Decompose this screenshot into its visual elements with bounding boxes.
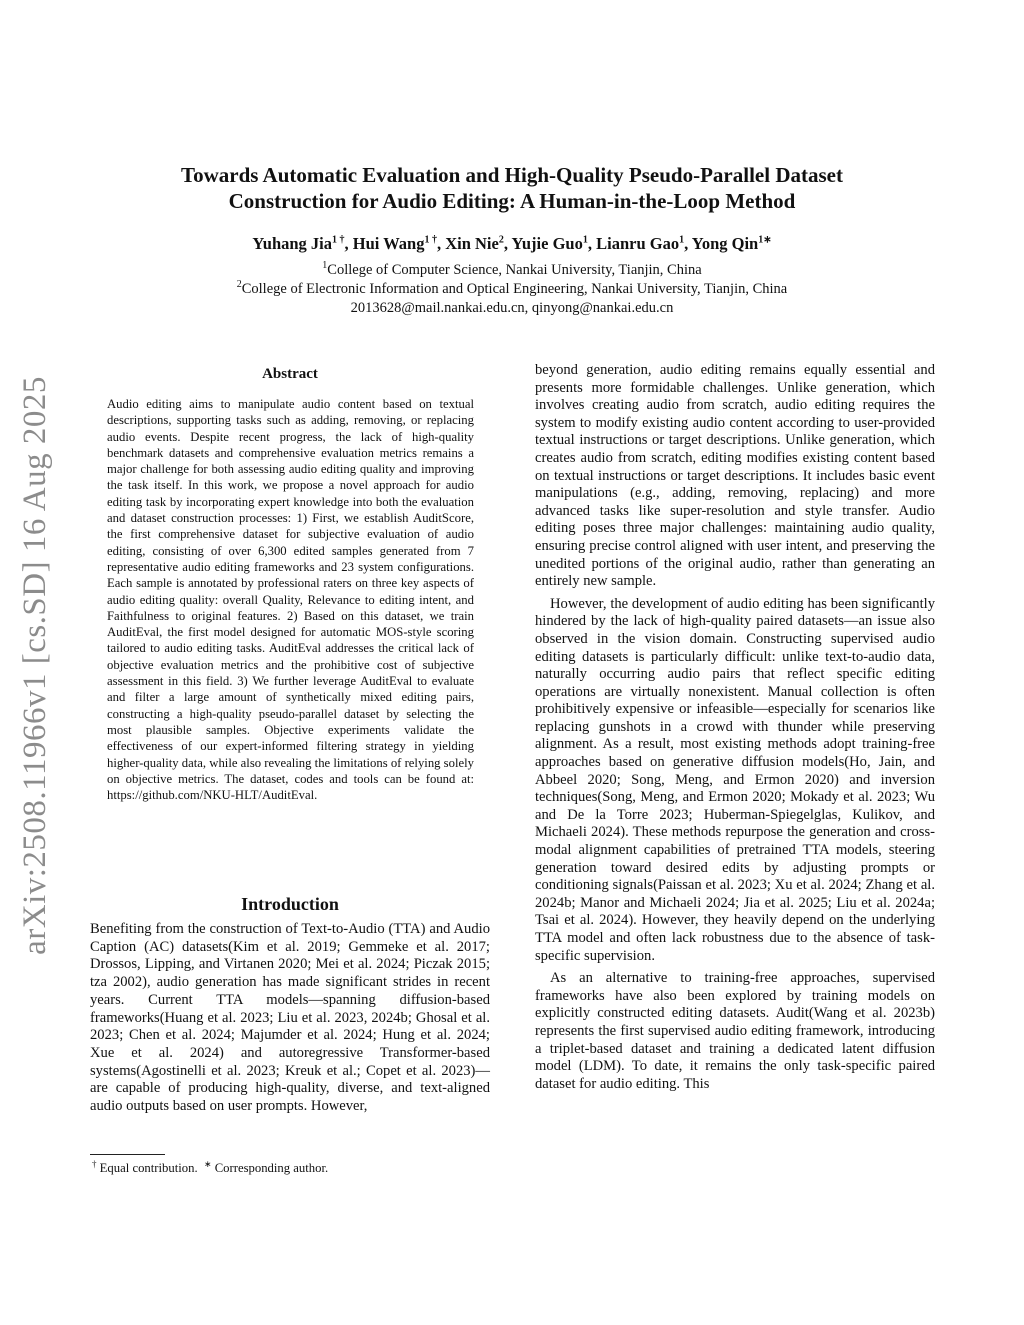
author-name: Yujie Guo <box>511 234 583 253</box>
affiliation-sup: 2 <box>236 279 242 291</box>
abstract-heading: Abstract <box>262 366 318 382</box>
author-list: Yuhang Jia$^{1 \dagger}$, Hui Wang$^{1 \dagger}$, Xin Nie$^2$, Yujie Guo$^1$, Lianru Gao$^1$, Yong Qin$^{1∗}$ <box>252 234 772 253</box>
body-paragraph: beyond generation, audio editing remains equally essential and presents more formidable challenges. Unlike generation, which involves creating audio from scratch, audio editing requires the system to modify existing audio content according to user-provided textual instructions or target descriptions. Unlike generation, which creates audio from scratch, editing modifies existing content based on textual instructions or target descriptions. It includes basic event manipulations (e.g., adding, removing, replacing) and more advanced tasks like super-resolution and style transfer. Audio editing poses three major challenges: maintaining audio quality, ensuring precise control aligned with user intent, and preserving the unedited portions of the original audio, rather than generating an entirely new sample. <box>535 362 935 590</box>
paper-title <box>100 162 924 214</box>
abstract-text: Audio editing aims to manipulate audio content based on textual descriptions, supporting tasks such as adding, removing, or replacing audio events. Despite recent progress, the lack of high-quality benchmark datasets and comprehensive evaluation metrics remains a major challenge for both assessing audio editing quality and improving the task itself. In this work, we propose a novel approach for audio editing task by incorporating expert knowledge into both the evaluation and dataset construction processes: 1) First, we establish AuditScore, the first comprehensive dataset for subjective evaluation of audio editing, consisting of over 6,300 edited samples generated from 7 representative audio editing frameworks and 23 system configurations. Each sample is annotated by professional raters on three key aspects of audio editing quality: overall Quality, Relevance to editing intent, and Faithfulness to original features. 2) Based on this dataset, we train AuditEval, the first model designed for automatic MOS-style scoring tailored to audio editing tasks. AuditEval addresses the critical lack of objective evaluation metrics and the prohibitive cost of subjective assessment in this field. 3) We further leverage AuditEval to evaluate and filter a large amount of synthetically mixed editing pairs, constructing a high-quality pseudo-parallel dataset by selecting the most plausible samples. Objective experiments validate the effectiveness of our expert-informed filtering strategy in yielding higher-quality data, while also revealing the limitations of relying solely on objective metrics. The dataset, codes and tools can be found at: https://github.com/NKU-HLT/AuditEval. <box>107 397 474 803</box>
footnote-corresponding: Corresponding author. <box>214 1161 329 1175</box>
footnote <box>92 1160 492 1176</box>
author-sup: 1 <box>582 234 588 246</box>
affiliation-1 <box>100 261 924 280</box>
affiliation-sup: 1 <box>322 260 328 272</box>
title-line-2: Construction for Audio Editing: A Human-in-the-Loop Method <box>228 189 796 213</box>
affiliation-text: College of Computer Science, Nankai University, Tianjin, China <box>327 262 702 278</box>
author-sup: 1 <box>679 234 685 246</box>
affiliation-text: College of Electronic Information and Optical Engineering, Nankai University, Tianjin, China <box>241 281 788 297</box>
title-line-1: Towards Automatic Evaluation and High-Quality Pseudo-Parallel Dataset <box>181 163 843 187</box>
dagger-mark: † <box>92 1158 97 1169</box>
body-paragraph: As an alternative to training-free approaches, supervised frameworks have also been explored by training models on explicitly constructed editing datasets. Audit(Wang et al. 2023b) represents the first supervised audio editing framework, introducing a triplet-based dataset and training a dedicated latent diffusion model (LDM). To date, it remains the only task-specific paired dataset for audio editing. This <box>535 970 935 1092</box>
arxiv-side-stamp <box>12 370 58 960</box>
arxiv-identifier: arXiv:2508.11966v1 [cs.SD] 16 Aug 2025 <box>16 375 53 955</box>
author-name: Yong Qin <box>691 234 759 253</box>
author-name: Hui Wang <box>352 234 425 253</box>
author-sup: 2 <box>498 234 504 246</box>
author-name: Xin Nie <box>445 234 499 253</box>
introduction-heading: Introduction <box>241 894 339 914</box>
star-mark: ∗ <box>203 1158 212 1169</box>
body-paragraph: However, the development of audio editing has been significantly hindered by the lack of high-quality paired datasets—an issue also observed in the vision domain. Constructing supervised audio editing datasets is particularly difficult: unlike text-to-audio data, naturally occurring audio pairs that reflect specific editing operations are virtually nonexistent. Manual collection is often prohibitively expensive or infeasible—especially for scenarios like replacing gunshots in a crowd with thunder while preserving alignment. As a result, most existing methods adopt training-free approaches based on generative diffusion models(Ho, Jain, and Abbeel 2020; Song, Meng, and Ermon 2020) and inversion techniques(Song, Meng, and Ermon 2020; Mokady et al. 2023; Wu and De la Torre 2023; Huberman-Spiegelglas, Kulikov, and Michaeli 2024). These methods repurpose the generation and cross-modal alignment capabilities of pretrained TTA models, steering generation toward desired edits by adjusting prompts or conditioning signals(Paissan et al. 2023; Xu et al. 2024; Zhang et al. 2024b; Manor and Michaeli 2024; Jia et al. 2025; Liu et al. 2024a; Tsai et al. 2024). However, they heavily depend on the underlying TTA model and often lack robustness due to the absence of task-specific supervision. <box>535 595 935 964</box>
right-column <box>535 362 935 1098</box>
introduction-text: Benefiting from the construction of Text-to-Audio (TTA) and Audio Caption (AC) datasets(Kim et al. 2019; Gemmeke et al. 2017; Drossos, Lipping, and Virtanen 2020; Mei et al. 2024; Piczak 2015; tza 2002), audio generation has made significant strides in recent years. Current TTA models—spanning diffusion-based frameworks(Huang et al. 2023; Liu et al. 2023, 2024b; Ghosal et al. 2023; Chen et al. 2024; Majumder et al. 2024; Hung et al. 2024; Xue et al. 2024) and autoregressive Transformer-based systems(Agostinelli et al. 2023; Kreuk et al.; Copet et al. 2023)—are capable of producing high-quality, diverse, and text-aligned audio outputs based on user prompts. However, <box>90 921 490 1115</box>
author-name: Yuhang Jia <box>252 234 333 253</box>
footnote-divider <box>90 1154 165 1155</box>
footnote-equal-contribution: Equal contribution. <box>99 1161 198 1175</box>
affiliation-2 <box>100 280 924 299</box>
author-sup: 1∗ <box>758 234 772 246</box>
author-emails: 2013628@mail.nankai.edu.cn, qinyong@nankai.edu.cn <box>350 300 674 316</box>
author-sup: 1 † <box>424 234 437 246</box>
author-sup: 1 † <box>332 234 345 246</box>
author-name: Lianru Gao <box>596 234 680 253</box>
